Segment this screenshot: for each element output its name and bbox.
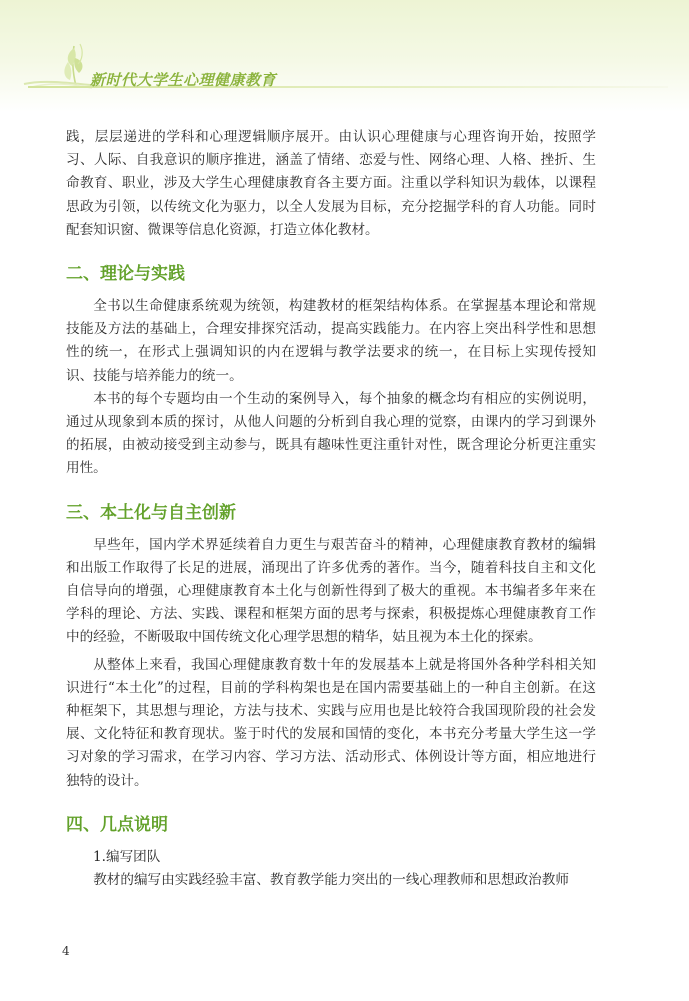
section-heading: 四、几点说明: [66, 814, 168, 835]
body-paragraph: 早些年，国内学术界延续着自力更生与艰苦奋斗的精神，心理健康教育教材的编辑和出版工作取得了长足的进展，涌现出了许多优秀的著作。当今，随着科技自主和文化自信导向的增强，心理健康教育本土化与创新性得到了极大的重视。本书编者多年来在学科的理论、方法、实践、课程和框架方面的思考与探索，积极提炼心理健康教育工作中的经验，不断吸取中国传统文化心理学思想的精华，姑且视为本土化的探索。: [66, 536, 596, 646]
body-paragraph: 践，层层递进的学科和心理逻辑顺序展开。由认识心理健康与心理咨询开始，按照学习、人际、自我意识的顺序推进，涵盖了情绪、恋爱与性、网络心理、人格、挫折、生命教育、职业，涉及大学生心理健康教育各主要方面。注重以学科知识为载体，以课程思政为引领，以传统文化为驱力，以全人发展为目标，充分挖掘学科的育人功能。同时配套知识窗、微课等信息化资源，打造立体化教材。: [66, 129, 596, 238]
page-number: 4: [62, 944, 70, 958]
body-paragraph: 从整体上来看，我国心理健康教育数十年的发展基本上就是将国外各种学科相关知识进行“本土化”的过程，目前的学科构架也是在国内需要基础上的一种自主创新。在这种框架下，其思想与理论，方法与技术、实践与应用也是比较符合我国现阶段的社会发展、文化特征和教育现状。鉴于时代的发展和国情的变化，本书充分考量大学生这一学习对象的学习需求，在学习内容、学习方法、活动形式、体例设计等方面，相应地进行独特的设计。: [66, 656, 596, 789]
section-heading: 三、本土化与自主创新: [66, 502, 236, 523]
header-title: 新时代大学生心理健康教育: [90, 71, 277, 89]
page-body: [66, 126, 596, 892]
section-heading: 二、理论与实践: [66, 264, 185, 285]
subheading: 1.编写团队: [93, 848, 161, 865]
body-paragraph: 本书的每个专题均由一个生动的案例导入，每个抽象的概念均有相应的实例说明，通过从现象到本质的探讨，从他人问题的分析到自我心理的觉察，由课内的学习到课外的拓展，由被动接受到主动参与，既具有趣味性更注重针对性，既含理论分析更注重实用性。: [66, 390, 596, 477]
body-paragraph: 教材的编写由实践经验丰富、教育教学能力突出的一线心理教师和思想政治教师: [93, 872, 569, 889]
body-paragraph: 全书以生命健康系统观为统领，构建教材的框架结构体系。在掌握基本理论和常规技能及方法的基础上，合理安排探究活动，提高实践能力。在内容上突出科学性和思想性的统一，在形式上强调知识的内在逻辑与教学法要求的统一，在目标上实现传授知识、技能与培养能力的统一。: [66, 298, 596, 384]
running-header: [0, 0, 689, 112]
